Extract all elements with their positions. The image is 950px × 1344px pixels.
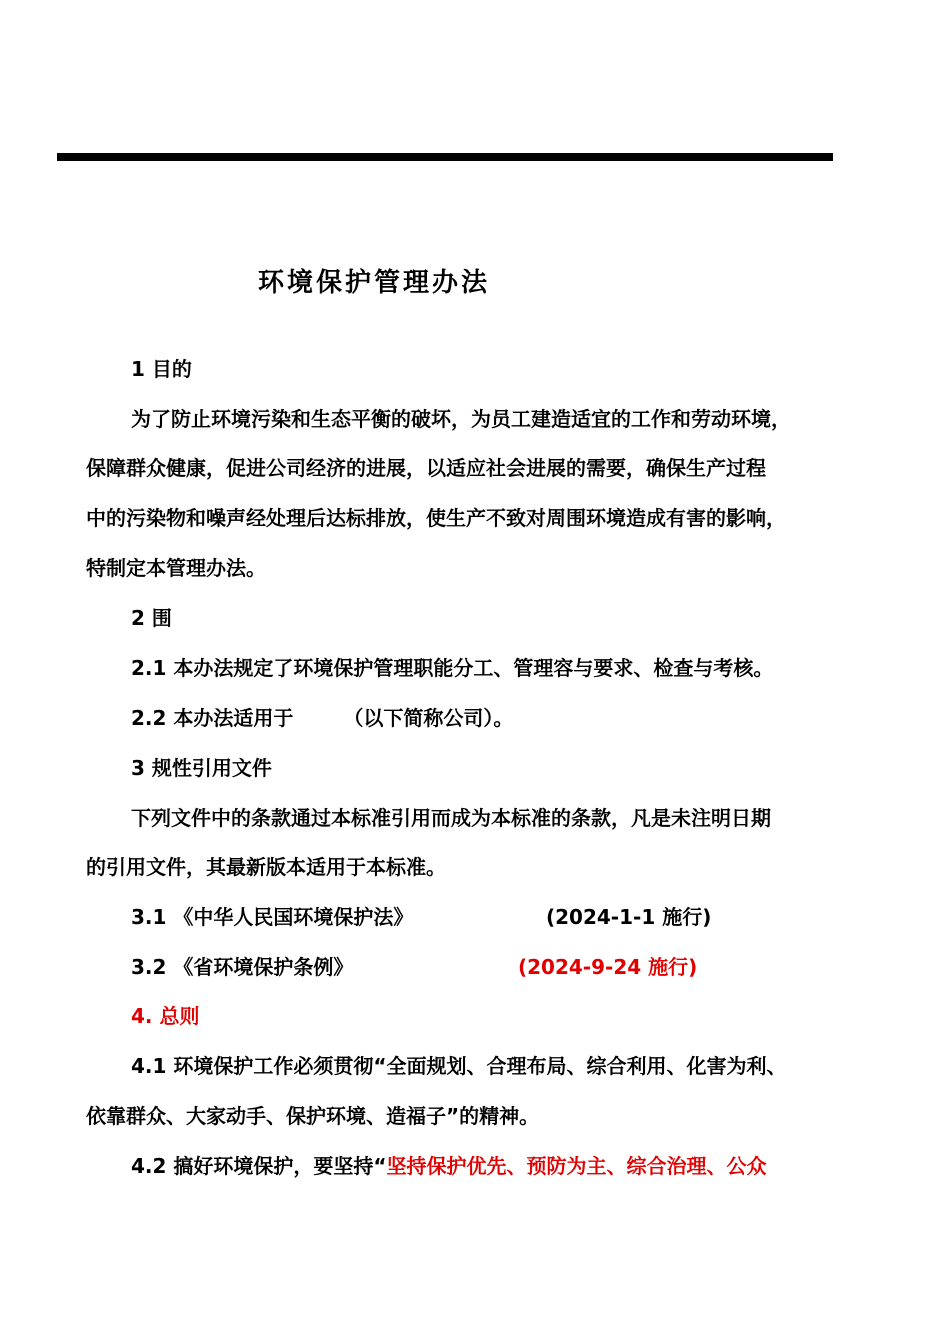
paragraph-line: 下列文件中的条款通过本标准引用而成为本标准的条款，凡是未注明日期	[131, 806, 771, 830]
section-4-heading: 4. 总则	[131, 1004, 200, 1028]
section-2-heading: 2 围	[131, 606, 172, 630]
paragraph-line: 依靠群众、大家动手、保护环境、造福子”的精神。	[86, 1104, 540, 1128]
paragraph-line: 中的污染物和噪声经处理后达标排放，使生产不致对周围环境造成有害的影响，	[86, 506, 786, 530]
paragraph-line: 为了防止环境污染和生态平衡的破坏，为员工建造适宜的工作和劳动环境，	[131, 407, 791, 431]
paragraph-line: 的引用文件，其最新版本适用于本标准。	[86, 855, 446, 879]
paragraph-line: 保障群众健康，促进公司经济的进展，以适应社会进展的需要，确保生产过程	[86, 456, 766, 480]
clause-3-1: 3.1 《中华人民国环境保护法》	[131, 905, 414, 929]
clause-3-2: 3.2 《省环境保护条例》	[131, 955, 354, 979]
clause-4-1: 4.1 环境保护工作必须贯彻“全面规划、合理布局、综合利用、化害为利、	[131, 1054, 787, 1078]
section-3-heading: 3 规性引用文件	[131, 756, 272, 780]
clause-4-2-text: 4.2 搞好环境保护，要坚持“	[131, 1154, 387, 1178]
clause-3-2-date: (2024-9-24 施行)	[518, 955, 698, 979]
clause-4-2-highlight: 坚持保护优先、预防为主、综合治理、公众	[386, 1154, 767, 1178]
clause-4-2	[131, 1151, 767, 1181]
clause-2-1: 2.1 本办法规定了环境保护管理职能分工、管理容与要求、检查与考核。	[131, 656, 774, 680]
clause-2-2-suffix: （以下简称公司）。	[343, 706, 514, 730]
top-rule	[57, 153, 833, 161]
clause-2-2-text: 2.2 本办法适用于	[131, 706, 294, 730]
section-1-heading: 1 目的	[131, 357, 192, 381]
clause-2-2	[131, 703, 513, 733]
paragraph-line: 特制定本管理办法。	[86, 556, 266, 580]
document-title: 环境保护管理办法	[258, 268, 491, 298]
clause-3-1-date: (2024-1-1 施行)	[546, 905, 712, 929]
